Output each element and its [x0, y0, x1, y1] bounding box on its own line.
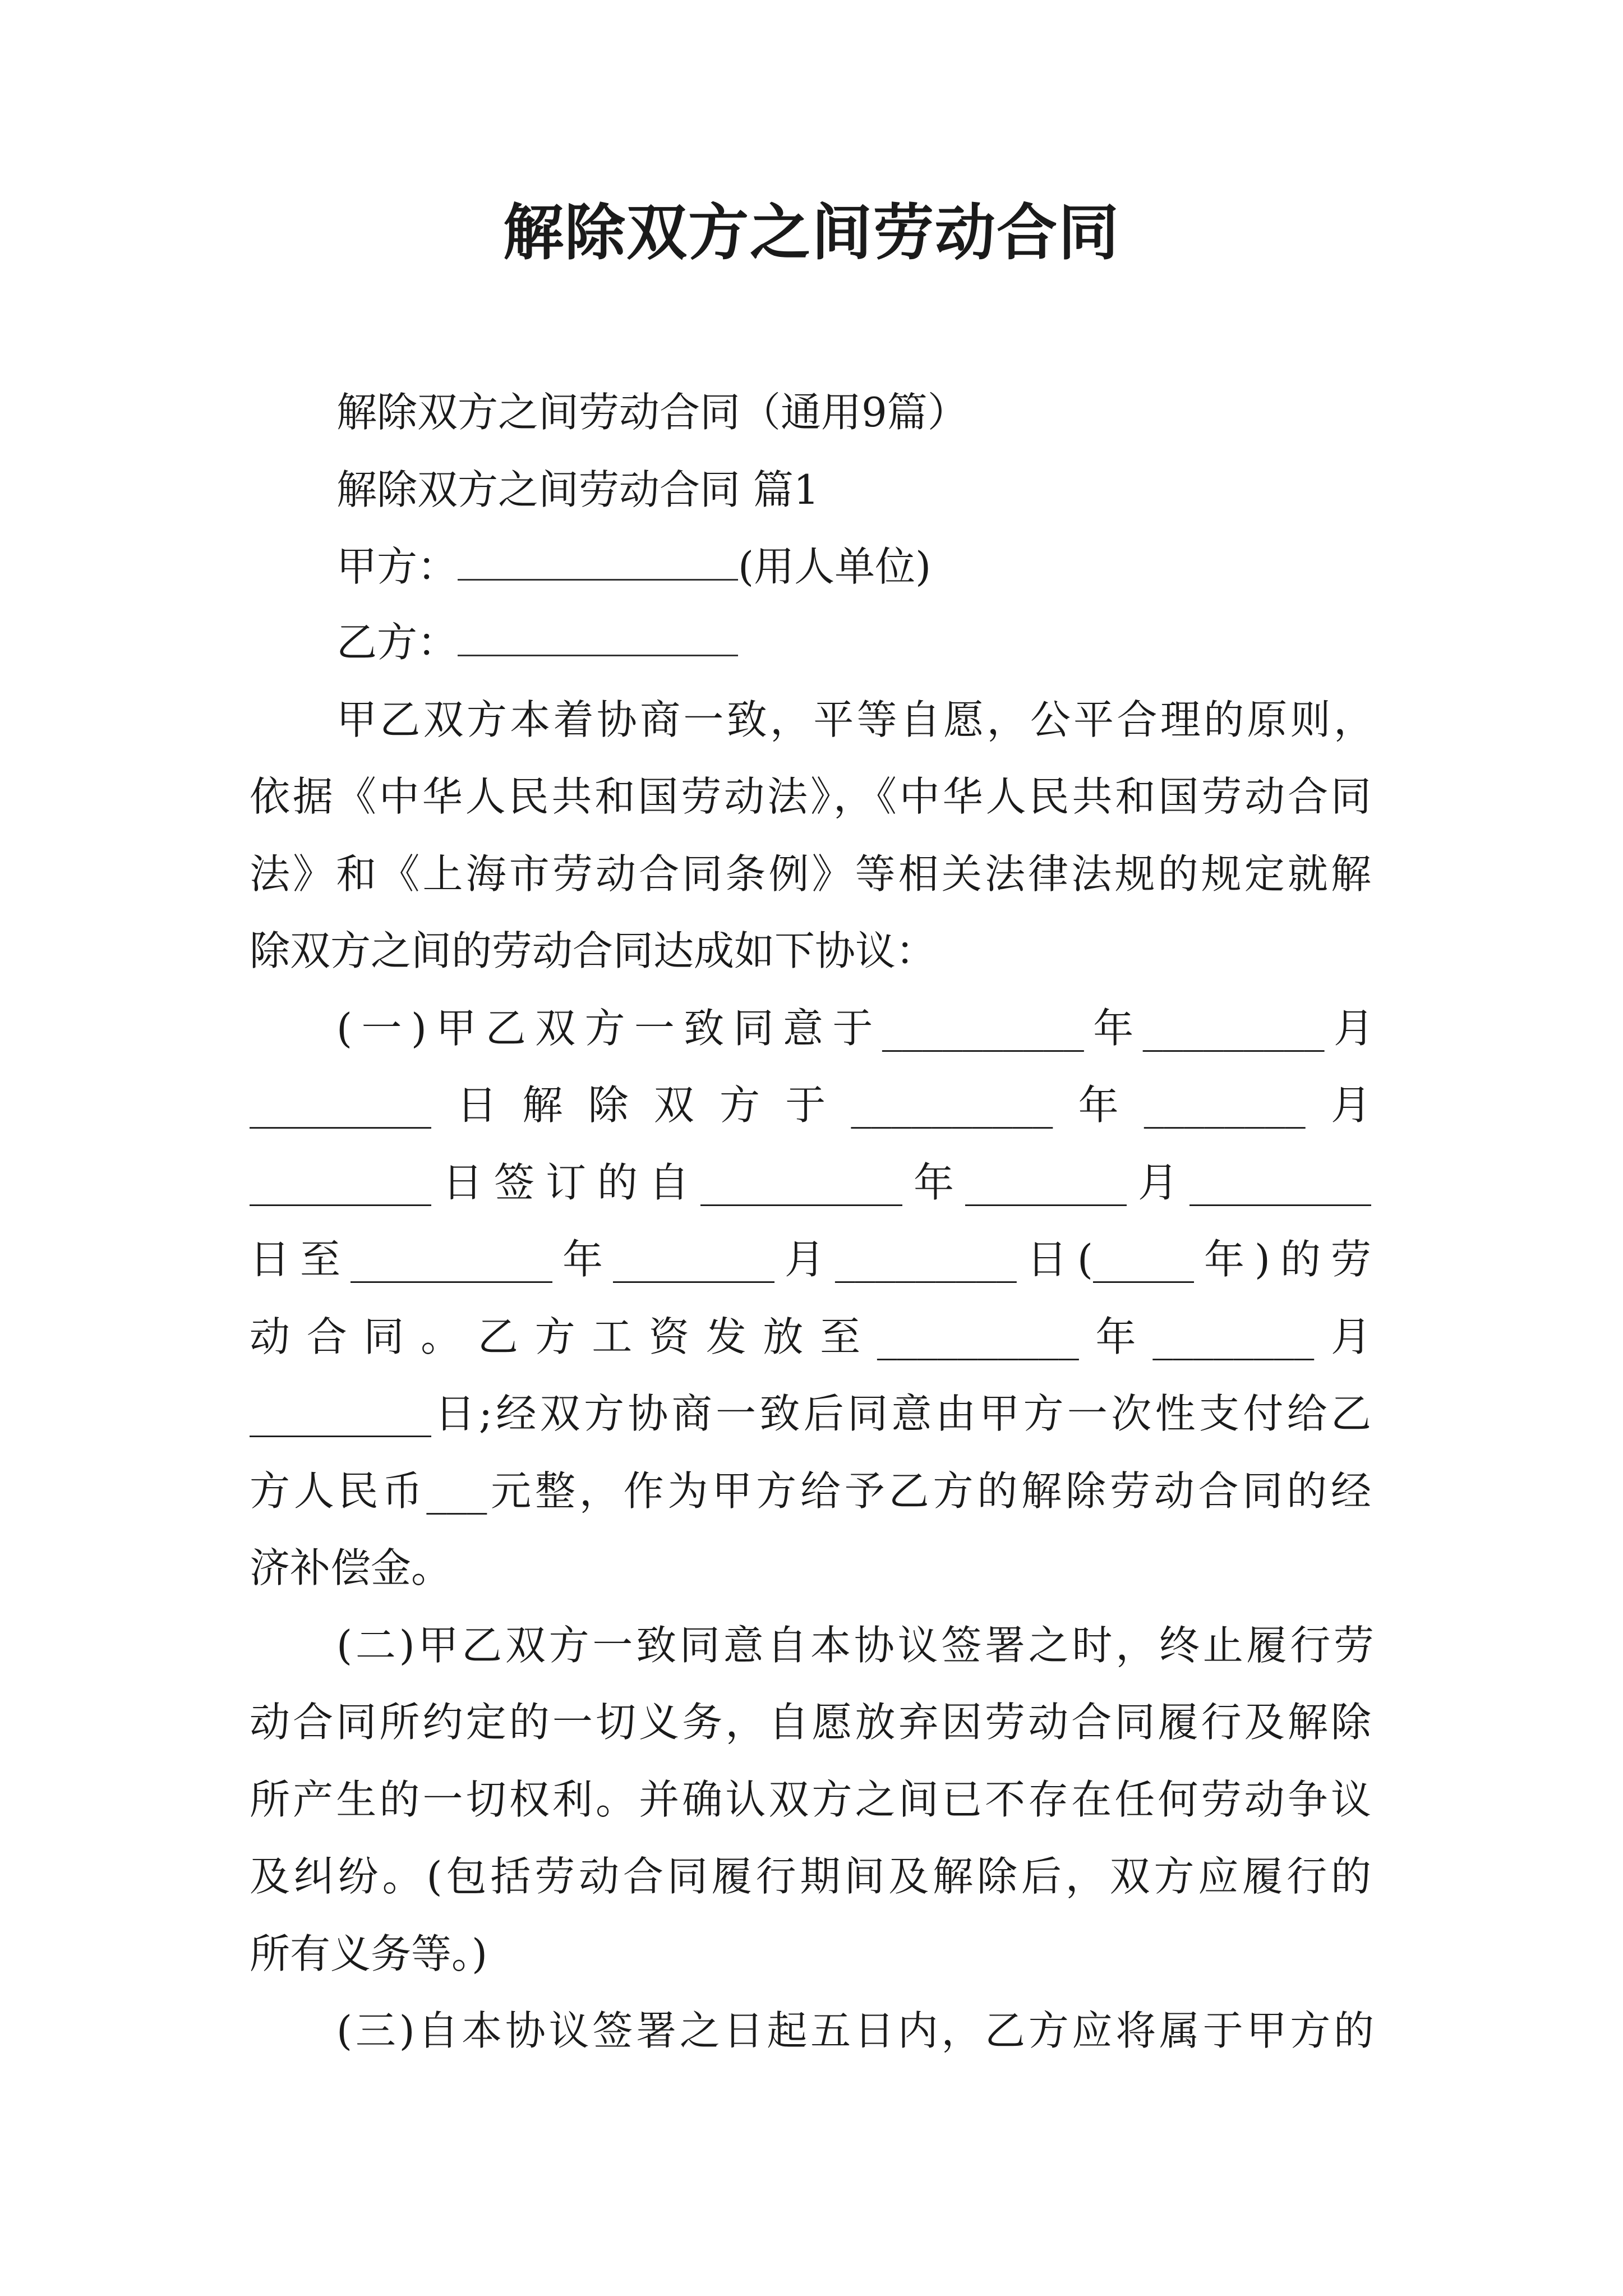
- clause-1-line: 方人民币___元整，作为甲方给予乙方的解除劳动合同的经: [250, 1467, 1371, 1515]
- party-b-line: [336, 614, 1374, 670]
- body-line: 法》和《上海市劳动合同条例》等相关法律法规的规定就解: [250, 850, 1371, 898]
- clause-1-line: _________日;经双方协商一致后同意由甲方一次性支付给乙: [250, 1390, 1371, 1437]
- clause-1-line: 济补偿金。: [250, 1544, 452, 1591]
- party-a-blank: [458, 540, 738, 581]
- clause-2-line: 动合同所约定的一切义务，自愿放弃因劳动合同履行及解除: [250, 1699, 1371, 1746]
- clause-2-line: 及纠纷。(包括劳动合同履行期间及解除后，双方应履行的: [250, 1853, 1371, 1900]
- clause-1-line: _________日签订的自__________年________月_________: [250, 1159, 1371, 1206]
- clause-2-line: 所产生的一切权利。并确认双方之间已不存在任何劳动争议: [250, 1776, 1371, 1823]
- body-line: 甲乙双方本着协商一致，平等自愿，公平合理的原则，: [336, 696, 1374, 743]
- document-title: 解除双方之间劳动合同: [502, 197, 1120, 268]
- clause-1-line: 动合同。乙方工资发放至__________年________月: [250, 1313, 1371, 1360]
- body-line: 依据《中华人民共和国劳动法》，《中华人民共和国劳动合同: [250, 773, 1371, 820]
- party-a-line: [336, 539, 1374, 595]
- clause-3-line: (三)自本协议签署之日起五日内，乙方应将属于甲方的: [336, 2007, 1374, 2054]
- document-subtitle: 解除双方之间劳动合同（通用9篇）: [336, 389, 968, 436]
- clause-2-line: 所有义务等。): [250, 1930, 488, 1977]
- party-a-label: 甲方：: [336, 543, 458, 590]
- clause-1-line: (一)甲乙双方一致同意于__________年_________月: [336, 1005, 1374, 1052]
- party-a-suffix: (用人单位): [738, 543, 932, 590]
- party-b-label: 乙方：: [336, 619, 458, 666]
- party-b-blank: [458, 615, 738, 656]
- clause-2-line: (二)甲乙双方一致同意自本协议签署之时，终止履行劳: [336, 1622, 1374, 1669]
- body-line: 除双方之间的劳动合同达成如下协议：: [250, 927, 937, 974]
- section-heading: 解除双方之间劳动合同 篇1: [336, 466, 819, 513]
- clause-1-line: 日至__________年________月_________日(_____年)的劳: [250, 1236, 1371, 1283]
- clause-1-line: _________日解除双方于__________年________月: [250, 1082, 1371, 1129]
